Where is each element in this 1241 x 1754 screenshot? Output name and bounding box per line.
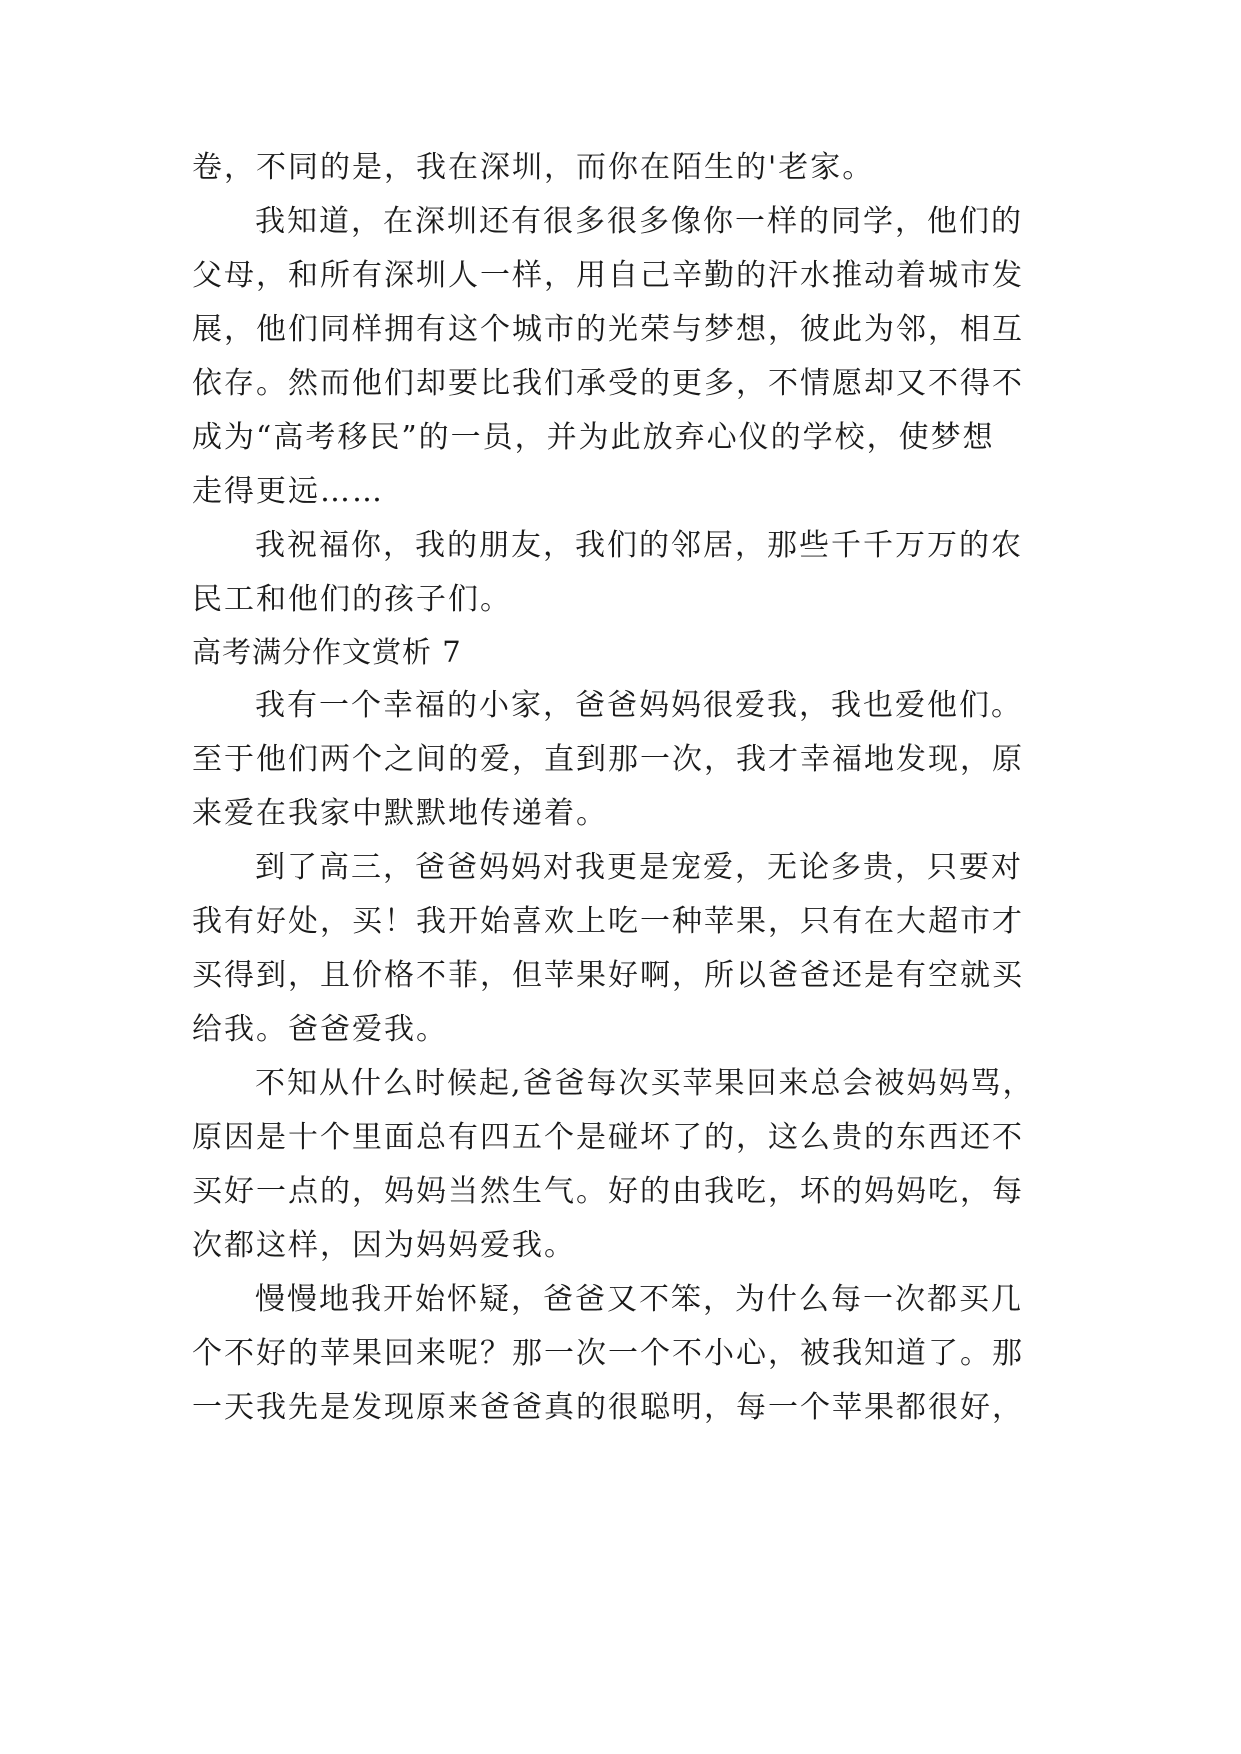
text-line: 个不好的苹果回来呢？那一次一个不小心，被我知道了。那 bbox=[192, 1336, 1024, 1371]
text-line: 父母，和所有深圳人一样，用自己辛勤的汗水推动着城市发 bbox=[192, 258, 1024, 293]
text-line: 一天我先是发现原来爸爸真的很聪明，每一个苹果都很好， bbox=[192, 1390, 1024, 1425]
text-line: 原因是十个里面总有四五个是碰坏了的，这么贵的东西还不 bbox=[192, 1120, 1024, 1155]
text-line: 卷，不同的是，我在深圳，而你在陌生的'老家。 bbox=[192, 150, 875, 185]
text-line: 民工和他们的孩子们。 bbox=[192, 582, 512, 617]
paragraph-start: 不知从什么时候起,爸爸每次买苹果回来总会被妈妈骂， bbox=[255, 1066, 1035, 1101]
paragraph-start: 到了高三，爸爸妈妈对我更是宠爱，无论多贵，只要对 bbox=[255, 850, 1023, 885]
text-line: 我有好处，买！我开始喜欢上吃一种苹果，只有在大超市才 bbox=[192, 904, 1024, 939]
text-line: 次都这样，因为妈妈爱我。 bbox=[192, 1228, 576, 1263]
text-line: 依存。然而他们却要比我们承受的更多，不情愿却又不得不 bbox=[192, 366, 1024, 401]
text-line: 走得更远…… bbox=[192, 474, 384, 509]
text-line: 买好一点的，妈妈当然生气。好的由我吃，坏的妈妈吃，每 bbox=[192, 1174, 1024, 1209]
text-line: 成为“高考移民”的一员，并为此放弃心仪的学校，使梦想 bbox=[192, 420, 995, 455]
section-heading: 高考满分作文赏析 7 bbox=[192, 635, 462, 669]
paragraph-start: 我知道，在深圳还有很多很多像你一样的同学，他们的 bbox=[255, 204, 1023, 239]
paragraph-start: 慢慢地我开始怀疑，爸爸又不笨，为什么每一次都买几 bbox=[255, 1282, 1023, 1317]
text-line: 来爱在我家中默默地传递着。 bbox=[192, 796, 608, 831]
text-line: 展，他们同样拥有这个城市的光荣与梦想，彼此为邻，相互 bbox=[192, 312, 1024, 347]
text-line: 给我。爸爸爱我。 bbox=[192, 1012, 448, 1047]
paragraph-start: 我有一个幸福的小家，爸爸妈妈很爱我，我也爱他们。 bbox=[255, 688, 1023, 723]
text-line: 买得到，且价格不菲，但苹果好啊，所以爸爸还是有空就买 bbox=[192, 958, 1024, 993]
text-line: 至于他们两个之间的爱，直到那一次，我才幸福地发现，原 bbox=[192, 742, 1024, 777]
paragraph-start: 我祝福你，我的朋友，我们的邻居，那些千千万万的农 bbox=[255, 528, 1023, 563]
